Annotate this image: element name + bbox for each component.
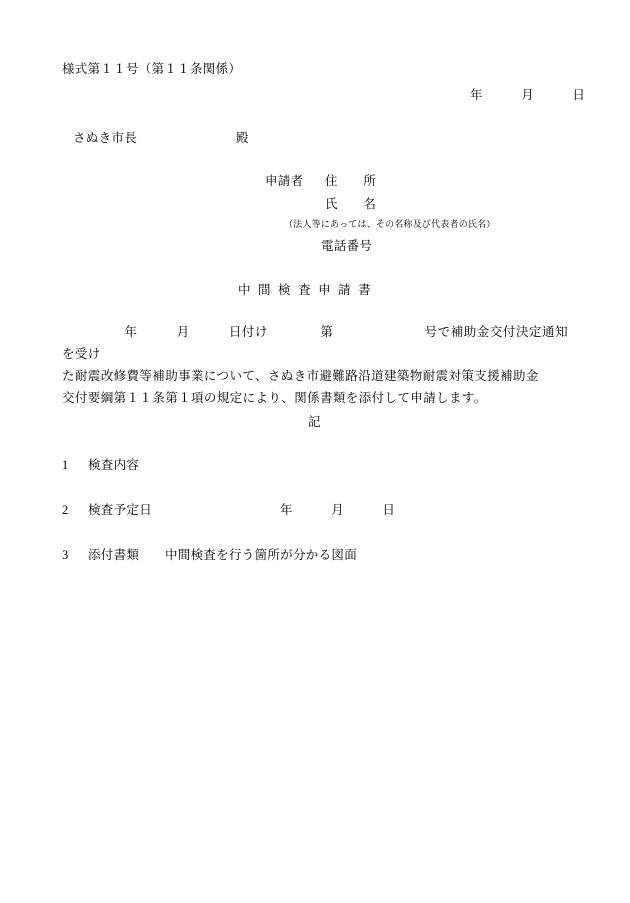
- item-2-label: 検査予定日: [88, 503, 153, 517]
- item-2-value: 年 月 日: [280, 503, 396, 517]
- body-line-1: 年 月 日付け 第 号で補助金交付決定通知を受け: [62, 325, 568, 361]
- applicant-label: 申請者: [265, 174, 304, 188]
- addressee: さぬき市長: [73, 131, 138, 145]
- item-2-number: 2: [62, 503, 69, 517]
- item-1-label: 検査内容: [88, 458, 140, 472]
- ki-mark: 記: [308, 415, 321, 429]
- item-3-number: 3: [62, 548, 69, 562]
- applicant-name-label: 氏 名: [325, 197, 377, 211]
- form-number: 様式第１１号（第１１条関係）: [62, 62, 242, 76]
- date-header: 年 月 日: [470, 88, 586, 102]
- item-1-number: 1: [62, 458, 69, 472]
- addressee-honorific: 殿: [236, 131, 249, 145]
- body-line-2: た耐震改修費等補助事業について、さぬき市避難路沿道建築物耐震対策支援補助金: [62, 369, 539, 383]
- item-3-value: 中間検査を行う箇所が分かる図面: [165, 548, 358, 562]
- document-title: 中 間 検 査 申 請 書: [238, 283, 373, 297]
- applicant-note: （法人等にあっては、その名称及び代表者の氏名）: [284, 219, 496, 229]
- body-paragraph: [62, 321, 568, 409]
- applicant-address-label: 住 所: [325, 174, 377, 188]
- item-3-label: 添付書類: [88, 548, 140, 562]
- applicant-phone-label: 電話番号: [321, 239, 373, 253]
- body-line-3: 交付要綱第１１条第１項の規定により、関係書類を添付して申請します。: [62, 391, 487, 405]
